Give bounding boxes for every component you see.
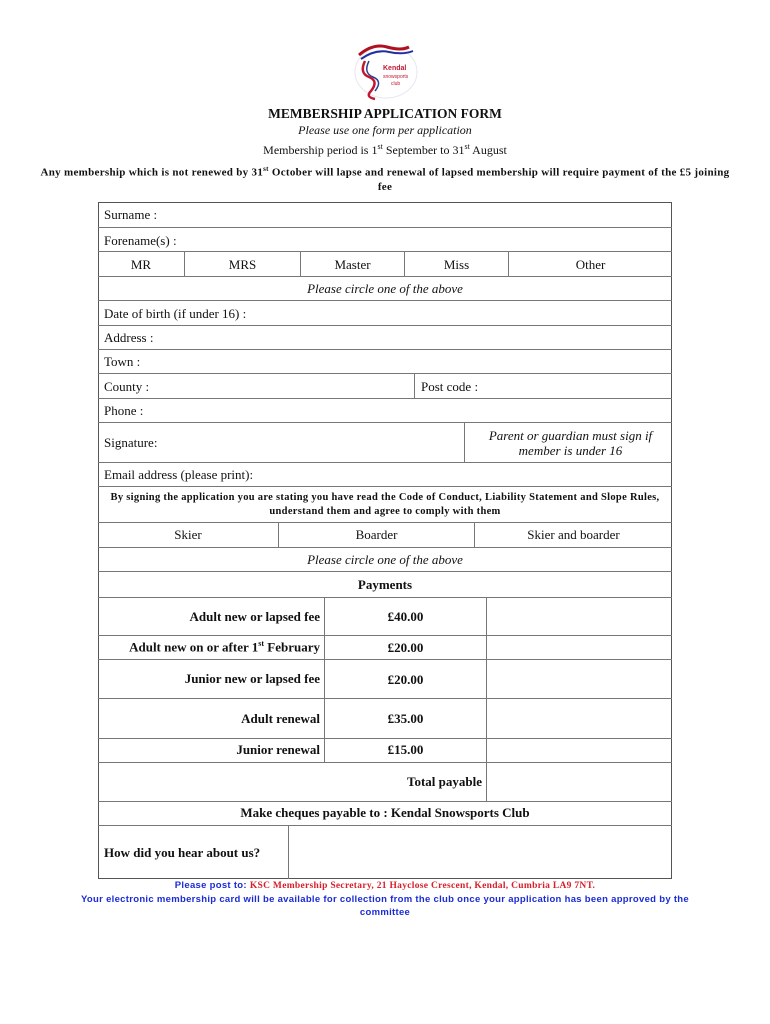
signature-row xyxy=(98,422,672,462)
county-field[interactable] xyxy=(98,374,414,398)
form-instruction: Please use one form per application xyxy=(298,123,472,137)
payment-row-junior-new xyxy=(98,659,672,698)
phone-row[interactable] xyxy=(98,398,672,422)
title-option-other[interactable]: Other xyxy=(508,252,672,276)
type-option-skier-and-boarder[interactable]: Skier and boarder xyxy=(474,523,672,547)
guardian-note: Parent or guardian must sign if member is under 16 xyxy=(488,428,653,458)
title-option-mr[interactable]: MR xyxy=(130,257,152,272)
post-label: Please post to: xyxy=(174,880,247,891)
payment-label: Junior new or lapsed fee xyxy=(184,671,320,686)
title-circle-note-row xyxy=(98,276,672,300)
title-option-master[interactable]: Master xyxy=(300,252,404,276)
signature-label: Signature: xyxy=(104,435,158,450)
payment-amount: £20.00 xyxy=(387,640,424,655)
town-row[interactable] xyxy=(98,349,672,373)
type-option-skier[interactable]: Skier xyxy=(174,527,202,542)
payments-heading: Payments xyxy=(357,577,413,592)
payment-amount: £35.00 xyxy=(387,711,424,726)
payment-label: Adult new on or after 1st February xyxy=(129,639,320,655)
payment-label: Junior renewal xyxy=(236,742,320,757)
phone-label: Phone : xyxy=(104,403,144,418)
address-row[interactable] xyxy=(98,325,672,349)
type-option-boarder[interactable]: Boarder xyxy=(278,523,474,547)
payment-label: Adult new or lapsed fee xyxy=(189,609,320,624)
payment-row-adult-feb xyxy=(98,635,672,659)
logo-text-1: Kendal xyxy=(383,65,407,72)
club-logo xyxy=(351,43,421,101)
surname-label: Surname : xyxy=(104,207,158,222)
signature-field[interactable] xyxy=(98,423,464,462)
renewal-warning: Any membership which is not renewed by 31st October will lapse and renewal of lapsed membership will require payment of the £5 joining fee xyxy=(40,165,730,193)
surname-row[interactable] xyxy=(98,202,672,227)
payment-tick-box[interactable] xyxy=(486,739,672,762)
title-option-miss[interactable]: Miss xyxy=(404,252,508,276)
dob-label: Date of birth (if under 16) : xyxy=(104,306,247,321)
title-option-mrs[interactable]: MRS xyxy=(184,252,300,276)
post-to-line xyxy=(0,880,770,891)
guardian-note-cell xyxy=(464,423,672,462)
payment-tick-box[interactable] xyxy=(486,660,672,698)
payment-row-adult-renewal xyxy=(98,698,672,738)
county-postcode-row xyxy=(98,373,672,398)
payment-row-junior-renewal xyxy=(98,738,672,762)
payment-tick-box[interactable] xyxy=(486,636,672,659)
payment-label: Adult renewal xyxy=(241,711,320,726)
payment-amount: £20.00 xyxy=(387,672,424,687)
town-label: Town : xyxy=(104,354,141,369)
agreement-text: By signing the application you are stating you have read the Code of Conduct, Liability Statement and Slope Rules, understand them and agree to comply with them xyxy=(110,492,660,517)
post-address: KSC Membership Secretary, 21 Hayclose Crescent, Kendal, Cumbria LA9 7NT. xyxy=(249,881,596,891)
logo-text-2: snowsports xyxy=(383,74,409,80)
email-row[interactable] xyxy=(98,462,672,486)
email-label: Email address (please print): xyxy=(104,467,254,482)
payment-tick-box[interactable] xyxy=(486,598,672,635)
title-options-row xyxy=(98,251,672,276)
form-title: MEMBERSHIP APPLICATION FORM xyxy=(268,106,502,121)
total-payable-field[interactable] xyxy=(486,763,672,801)
hear-about-row xyxy=(98,825,672,879)
type-circle-note: Please circle one of the above xyxy=(307,552,463,567)
payment-amount: £15.00 xyxy=(387,742,424,757)
hear-about-label: How did you hear about us? xyxy=(104,845,261,860)
type-circle-note-row xyxy=(98,547,672,571)
payment-amount: £40.00 xyxy=(387,609,424,624)
postcode-label: Post code : xyxy=(421,379,479,394)
forenames-label: Forename(s) : xyxy=(104,233,177,248)
card-note: Your electronic membership card will be available for collection from the club once your application has been approved by the committee xyxy=(81,894,689,918)
agreement-row xyxy=(98,486,672,522)
logo-text-3: club xyxy=(391,81,401,87)
title-circle-note: Please circle one of the above xyxy=(307,281,463,296)
dob-row[interactable] xyxy=(98,300,672,325)
forenames-row[interactable] xyxy=(98,227,672,251)
county-label: County : xyxy=(104,379,150,394)
payments-heading-row xyxy=(98,571,672,597)
hear-about-field[interactable] xyxy=(288,826,672,879)
payment-row-adult-new xyxy=(98,597,672,635)
cheques-note: Make cheques payable to : Kendal Snowsports Club xyxy=(240,805,530,820)
total-payable-row xyxy=(98,762,672,801)
member-type-row xyxy=(98,522,672,547)
address-label: Address : xyxy=(104,330,154,345)
total-payable-label: Total payable xyxy=(406,774,482,789)
postcode-field[interactable] xyxy=(414,374,672,398)
cheques-row xyxy=(98,801,672,825)
payment-tick-box[interactable] xyxy=(486,699,672,738)
membership-period: Membership period is 1st September to 31st August xyxy=(263,142,507,157)
